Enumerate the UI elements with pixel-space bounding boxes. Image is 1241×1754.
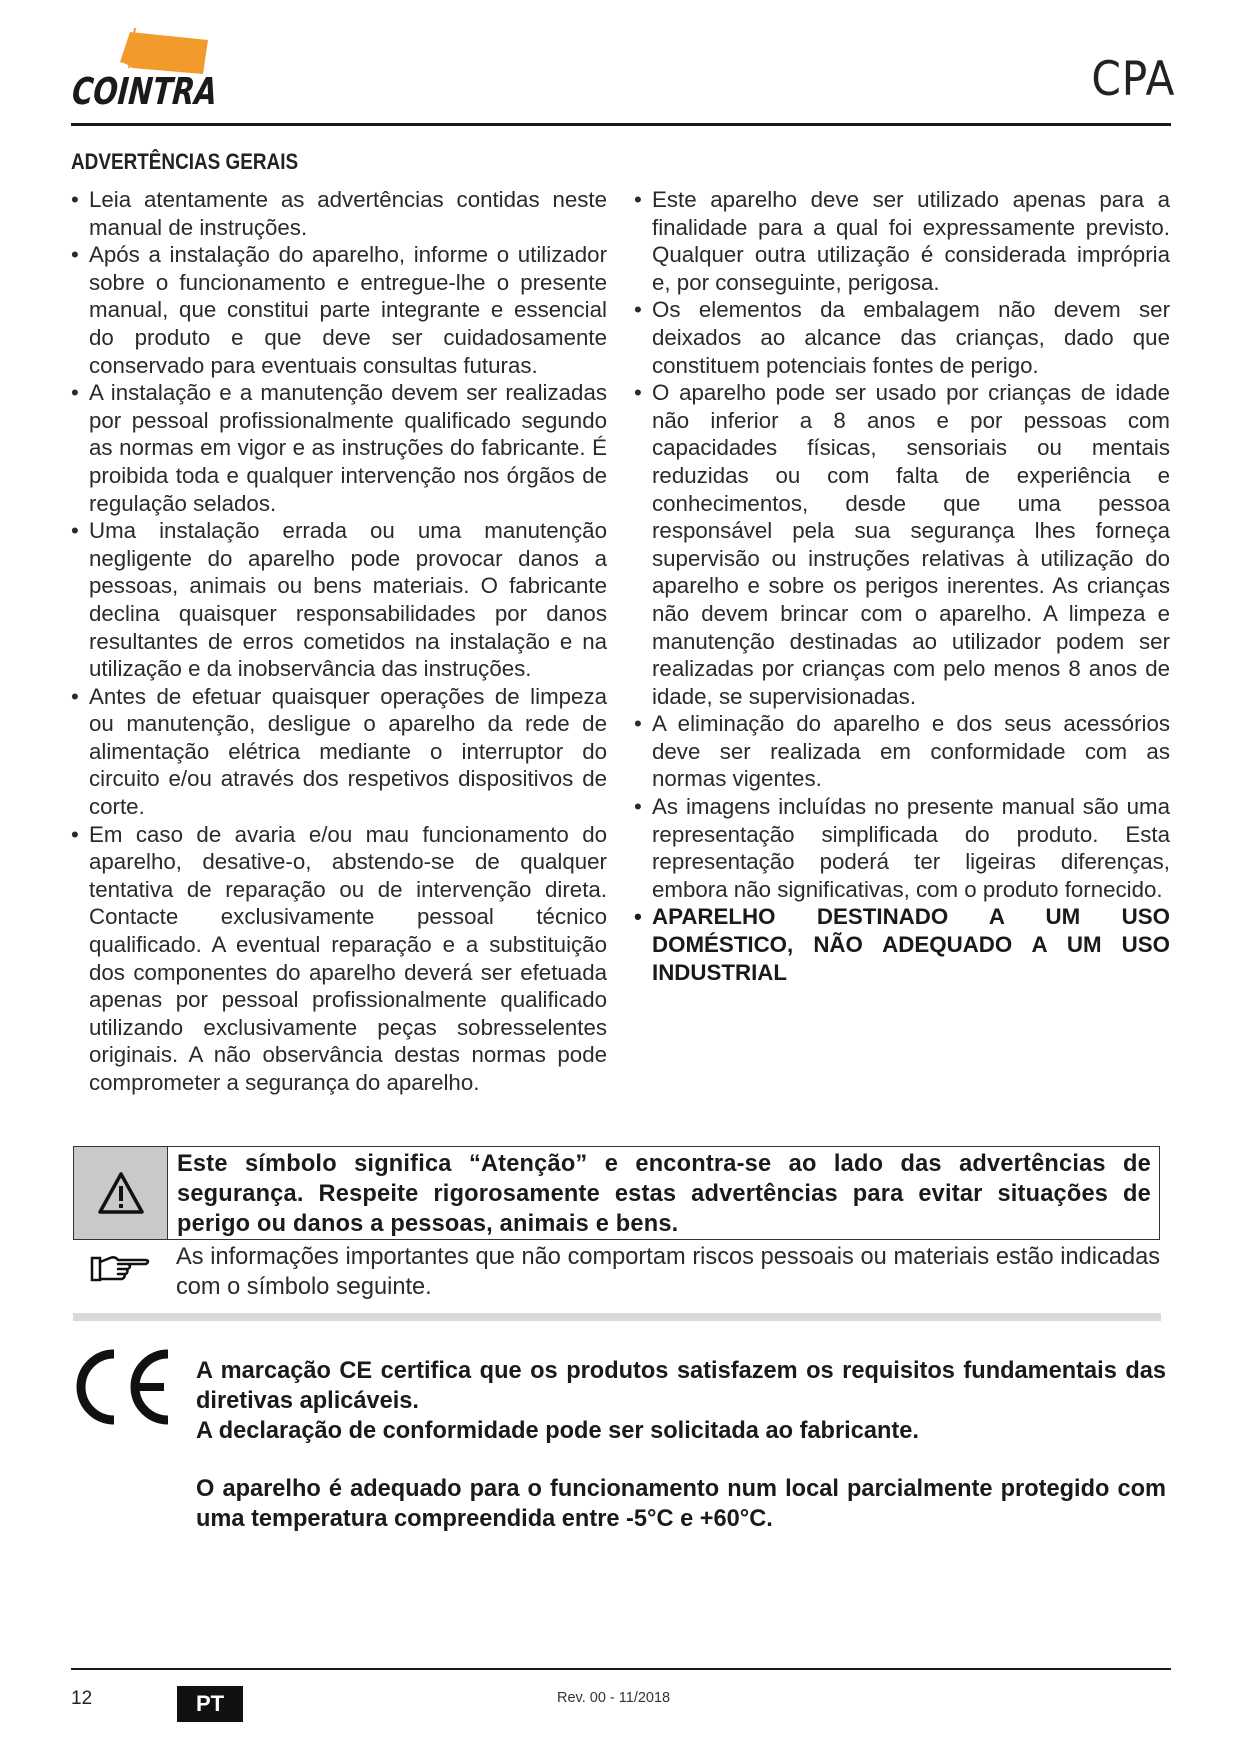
bullet: • (71, 518, 79, 544)
pointing-hand-icon (73, 1242, 167, 1302)
list-item-text: APARELHO DESTINADO A UM USO DOMÉSTICO, NÃO ADEQUADO A UM USO INDUSTRIAL (652, 904, 1170, 985)
list-item-text: A eliminação do aparelho e dos seus acessórios deve ser realizada em conformidade com as normas vigentes. (652, 711, 1170, 792)
bullet: • (634, 711, 642, 737)
warning-icon-cell (74, 1147, 168, 1239)
list-item-text: As imagens incluídas no presente manual são uma representação simplificada do produto. Esta representação poderá ter ligeiras diferenças, embora não significativas, com o produto fornecido. (652, 794, 1170, 902)
list-item (634, 296, 1170, 379)
list-item-text: Os elementos da embalagem não devem ser deixados ao alcance das crianças, dado que constituem potenciais fontes de perigo. (652, 297, 1170, 378)
ce-line-2: A declaração de conformidade pode ser solicitada ao fabricante. (196, 1418, 919, 1444)
list-item (71, 241, 607, 379)
list-item (634, 186, 1170, 296)
bullet: • (634, 380, 642, 406)
bullet: • (634, 297, 642, 323)
bullet: • (71, 821, 79, 847)
list-item (71, 517, 607, 683)
bullet: • (71, 683, 79, 709)
list-item-text: Em caso de avaria e/ou mau funcionamento do aparelho, desative-o, abstendo-se de qualquer tentativa de reparação ou de intervenção direta. Contacte exclusivamente pessoal técnico qualificado. A eventual reparação e a substituição dos componentes do aparelho deverá ser efetuada apenas por pessoal profissionalmente qualificado utilizando exclusivamente peças sobresselentes originais. A não observância destas normas pode comprometer a segurança do aparelho. (89, 821, 607, 1095)
right-column (634, 186, 1170, 986)
list-item-text: Leia atentamente as advertências contidas neste manual de instruções. (89, 187, 607, 240)
warning-box (73, 1146, 1160, 1240)
ce-mark-icon (74, 1348, 174, 1431)
warning-text: Este símbolo significa “Atenção” e encontra-se ao lado das advertências de segurança. Respeite rigorosamente estas advertências para evitar situações de perigo ou danos a pessoas, animais e bens. (177, 1151, 1151, 1237)
footer-divider (71, 1668, 1171, 1670)
list-item (634, 793, 1170, 903)
header-divider (71, 123, 1171, 126)
revision-label: Rev. 00 - 11/2018 (557, 1690, 671, 1706)
list-item-text: Após a instalação do aparelho, informe o utilizador sobre o funcionamento e entregue-lhe o presente manual, que constitui parte integrante e essencial do produto e que deve ser cuidadosamente conservado para eventuais consultas futuras. (89, 242, 607, 378)
list-item (71, 379, 607, 517)
info-text: As informações importantes que não comportam riscos pessoais ou materiais estão indicadas com o símbolo seguinte. (176, 1244, 1160, 1300)
ce-declaration (196, 1356, 1166, 1534)
list-item (71, 683, 607, 821)
bullet: • (634, 904, 642, 930)
list-item-text: O aparelho pode ser usado por crianças de idade não inferior a 8 anos e por pessoas com capacidades físicas, sensoriais ou mentais reduzidas ou com falta de experiência e conhecimentos, desde que uma pessoa responsável pela sua segurança lhes forneça supervisão ou instruções relativas à utilização do aparelho e sobre os perigos inerentes. As crianças não devem brincar com o aparelho. A limpeza e manutenção destinadas ao utilizador podem ser realizadas por crianças com pelo menos 8 anos de idade, se supervisionadas. (652, 380, 1170, 709)
list-item (634, 379, 1170, 710)
list-item-text: A instalação e a manutenção devem ser realizadas por pessoal profissionalmente qualificado segundo as normas em vigor e as instruções do fabricante. É proibida toda e qualquer intervenção nos órgãos de regulação selados. (89, 380, 607, 516)
language-badge: PT (177, 1686, 243, 1722)
bullet: • (71, 380, 79, 406)
ce-line-3: O aparelho é adequado para o funcionamento num local parcialmente protegido com uma temperatura compreendida entre -5°C e +60°C. (196, 1476, 1166, 1532)
list-item-text: Este aparelho deve ser utilizado apenas para a finalidade para a qual foi expressamente previsto. Qualquer outra utilização é considerada imprópria e, por conseguinte, perigosa. (652, 187, 1170, 295)
ce-line-1: A marcação CE certifica que os produtos satisfazem os requisitos fundamentais das diretivas aplicáveis. (196, 1358, 1166, 1414)
model-name: CPA (1091, 52, 1175, 107)
left-column (71, 186, 607, 1097)
list-item (634, 710, 1170, 793)
list-item-text: Uma instalação errada ou uma manutenção negligente do aparelho pode provocar danos a pessoas, animais ou bens materiais. O fabricante declina quaisquer responsabilidades por danos resultantes de erros cometidos na instalação e na utilização e da inobservância das instruções. (89, 518, 607, 682)
section-divider (73, 1313, 1161, 1321)
info-row (73, 1242, 1160, 1302)
brand-name: COINTRA (70, 70, 219, 113)
bullet: • (71, 187, 79, 212)
warning-triangle-icon (97, 1171, 145, 1215)
domestic-use-notice (634, 903, 1170, 986)
list-item (71, 821, 607, 1097)
brand-logo (72, 26, 224, 112)
page-number: 12 (71, 1688, 93, 1709)
bullet: • (634, 187, 642, 212)
section-title: ADVERTÊNCIAS GERAIS (71, 149, 299, 174)
bullet: • (634, 794, 642, 820)
bullet: • (71, 242, 79, 268)
list-item-text: Antes de efetuar quaisquer operações de limpeza ou manutenção, desligue o aparelho da rede de alimentação elétrica mediante o interruptor do circuito e/ou através dos respetivos dispositivos de corte. (89, 683, 607, 820)
list-item (71, 186, 607, 241)
